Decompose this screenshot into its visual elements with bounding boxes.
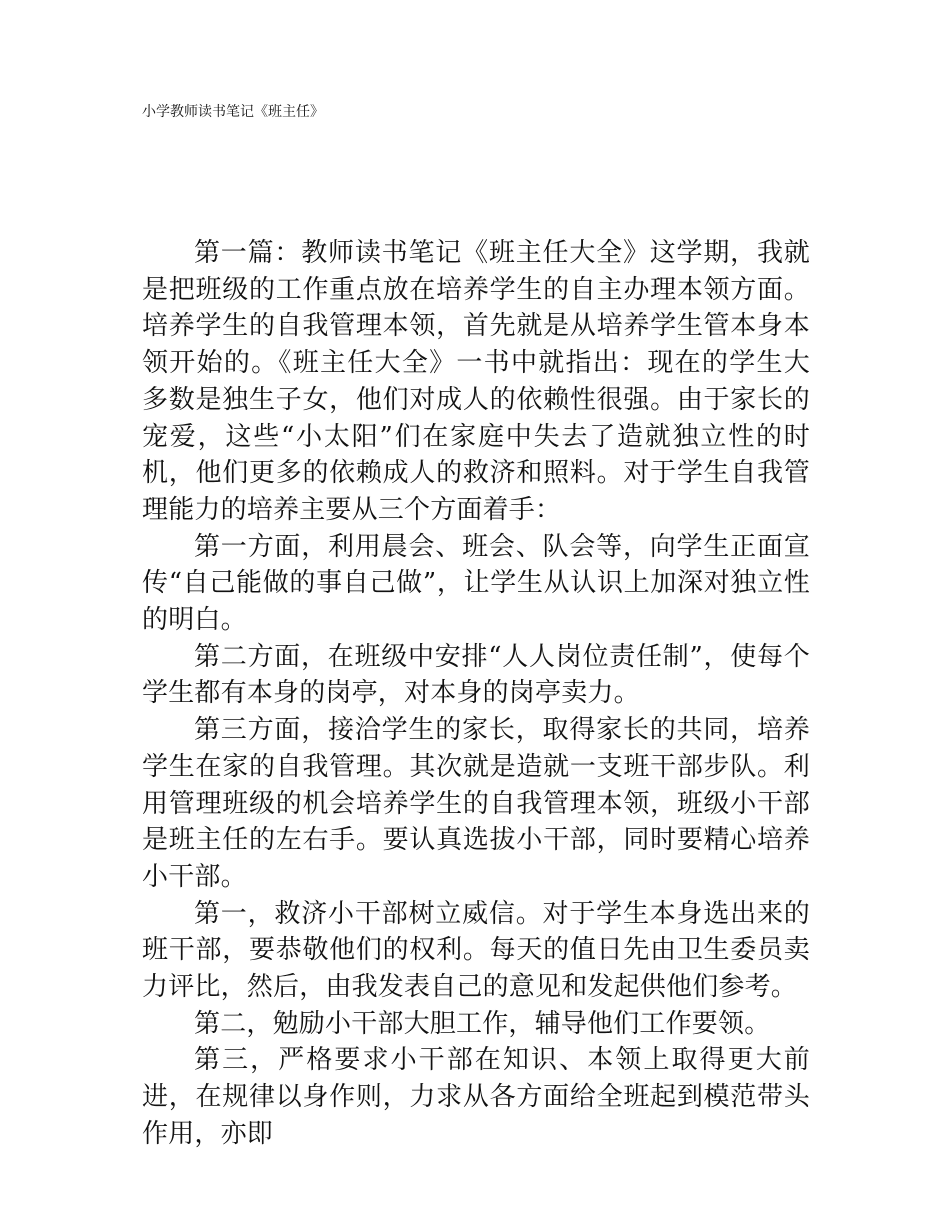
paragraph-3: 第二方面，在班级中安排“人人岗位责任制”，使每个学生都有本身的岗亭，对本身的岗亭卖力。	[142, 641, 810, 709]
paragraph-6: 第二，勉励小干部大胆工作，辅导他们工作要领。	[194, 1008, 771, 1039]
page-header: 小学教师读书笔记《班主任》	[142, 104, 324, 120]
document-body	[142, 235, 810, 1153]
paragraph-7: 第三，严格要求小干部在知识、本领上取得更大前进，在规律以身作则，力求从各方面给全班起到模范带头作用，亦即	[142, 1045, 810, 1149]
paragraph-1: 第一篇：教师读书笔记《班主任大全》这学期，我就是把班级的工作重点放在培养学生的自主办理本领方面。培养学生的自我管理本领，首先就是从培养学生管本身本领开始的。《班主任大全》一书中就指出：现在的学生大多数是独生子女，他们对成人的依赖性很强。由于家长的宠爱，这些“小太阳”们在家庭中失去了造就独立性的时机，他们更多的依赖成人的救济和照料。对于学生自我管理能力的培养主要从三个方面着手：	[142, 238, 810, 525]
paragraph-2: 第一方面，利用晨会、班会、队会等，向学生正面宣传“自己能做的事自己做”，让学生从认识上加深对独立性的明白。	[142, 531, 810, 636]
paragraph-5: 第一，救济小干部树立威信。对于学生本身选出来的班干部，要恭敬他们的权利。每天的值日先由卫生委员卖力评比，然后，由我发表自己的意见和发起供他们参考。	[142, 898, 810, 1003]
paragraph-4: 第三方面，接洽学生的家长，取得家长的共同，培养学生在家的自我管理。其次就是造就一支班干部步队。利用管理班级的机会培养学生的自我管理本领，班级小干部是班主任的左右手。要认真选拔小干部，同时要精心培养小干部。	[142, 715, 810, 892]
